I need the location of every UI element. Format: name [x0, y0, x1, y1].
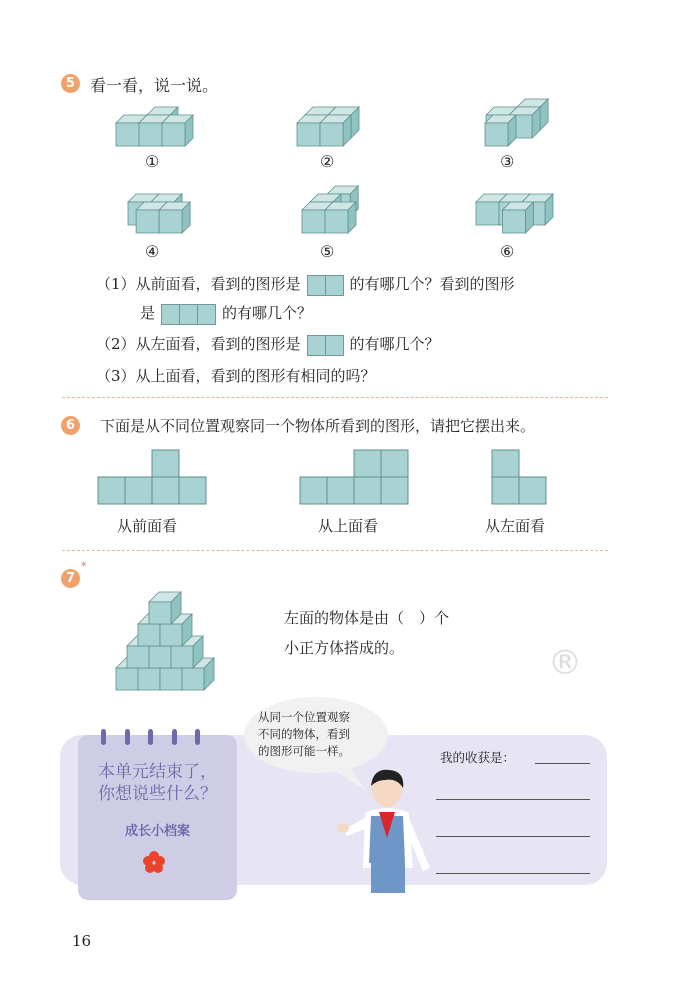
cube-face [171, 646, 193, 668]
question-text: （2）从左面看，看到的图形是 [96, 335, 301, 353]
answer-line[interactable] [436, 836, 590, 837]
cube-face [485, 123, 508, 146]
cube-face [136, 210, 159, 233]
figure-label-1: ① [145, 152, 160, 171]
card-subtitle: 成长小档案 [124, 824, 190, 839]
cube-face [149, 646, 171, 668]
cube-face [162, 123, 185, 146]
harvest-label: 我的收获是： [440, 750, 516, 765]
figure-label-5: ⑤ [320, 242, 335, 261]
question-text: 的有哪几个？ [349, 335, 440, 353]
two-square-shape [307, 275, 344, 296]
question-text: （1）从前面看，看到的图形是 [96, 275, 301, 293]
cube-face [127, 646, 149, 668]
spiral-ring-icon [195, 729, 200, 745]
optional-star: * [81, 560, 87, 573]
answer-line[interactable] [436, 799, 590, 800]
view-square [300, 477, 327, 504]
divider [62, 397, 608, 398]
card-line-1: 本单元结束了， [98, 762, 217, 782]
spiral-ring-icon [148, 729, 153, 745]
view-label-front: 从前面看 [117, 517, 178, 535]
view-square [519, 477, 546, 504]
cube-face [138, 668, 160, 690]
card-heading [78, 761, 237, 805]
cube-face [139, 123, 162, 146]
cube-face [149, 602, 171, 624]
view-square [381, 450, 408, 477]
cube-face [297, 123, 320, 146]
cube-face [503, 210, 526, 233]
answer-line[interactable] [535, 763, 590, 764]
watermark-registered: ® [548, 643, 582, 683]
view-square [492, 450, 519, 477]
view-label-top: 从上面看 [318, 517, 379, 535]
view-square [354, 450, 381, 477]
spiral-ring-icon [125, 729, 130, 745]
exercise-6-title: 下面是从不同位置观察同一个物体所看到的图形，请把它摆出来。 [100, 417, 536, 435]
view-square [327, 477, 354, 504]
three-square-shape [161, 304, 216, 325]
question-2 [96, 333, 440, 356]
view-square [125, 477, 152, 504]
figure-label-3: ③ [500, 152, 515, 171]
growth-record-card [78, 735, 237, 900]
two-square-shape [307, 335, 344, 356]
question-1-line-1 [96, 273, 515, 296]
figure-label-6: ⑥ [500, 242, 515, 261]
view-square [152, 477, 179, 504]
exercise-5-number: 5 [61, 74, 80, 93]
question-3: （3）从上面看，看到的图形有相同的吗？ [96, 367, 376, 385]
cube-face [160, 668, 182, 690]
card-line-2: 你想说些什么？ [98, 784, 217, 804]
view-shapes [0, 440, 699, 510]
figure-label-2: ② [320, 152, 335, 171]
cube-face [476, 202, 499, 225]
cube-face [160, 624, 182, 646]
view-square [381, 477, 408, 504]
spiral-ring-icon [101, 729, 106, 745]
cube-face [325, 210, 348, 233]
speech-line: 从同一个位置观察 [258, 710, 350, 724]
exercise-6-number: 6 [61, 416, 80, 435]
spiral-ring-icon [172, 729, 177, 745]
cube-face [320, 123, 343, 146]
answer-line[interactable] [436, 873, 590, 874]
question-text: 的有哪几个？看到的图形 [349, 275, 515, 293]
cube-face [159, 210, 182, 233]
exercise-5-title: 看一看，说一说。 [90, 76, 219, 95]
cube-face [116, 668, 138, 690]
page-number: 16 [72, 932, 92, 950]
exercise-7-number: 7 [61, 569, 80, 588]
speech-line: 不同的物体，看到 [258, 727, 350, 741]
exercise-7-line-1: 左面的物体是由（ ）个 [284, 609, 450, 627]
speech-line: 的图形可能一样。 [258, 744, 350, 758]
view-square [98, 477, 125, 504]
question-text: 的有哪几个？ [222, 304, 313, 322]
view-square [354, 477, 381, 504]
view-label-left: 从左面看 [485, 517, 546, 535]
exercise-7-line-2: 小正方体搭成的。 [284, 639, 405, 657]
flower-icon [142, 850, 166, 874]
speech-text [258, 709, 350, 760]
question-1-line-2 [140, 302, 312, 325]
view-square [179, 477, 206, 504]
cube-face [302, 210, 325, 233]
question-text: 是 [140, 304, 156, 322]
view-square [152, 450, 179, 477]
view-square [492, 477, 519, 504]
exercise-5-cube-figures [0, 0, 699, 260]
boy-character-illustration [335, 768, 445, 893]
cube-face [116, 123, 139, 146]
cube-face [138, 624, 160, 646]
figure-label-4: ④ [145, 242, 160, 261]
cube-face [182, 668, 204, 690]
